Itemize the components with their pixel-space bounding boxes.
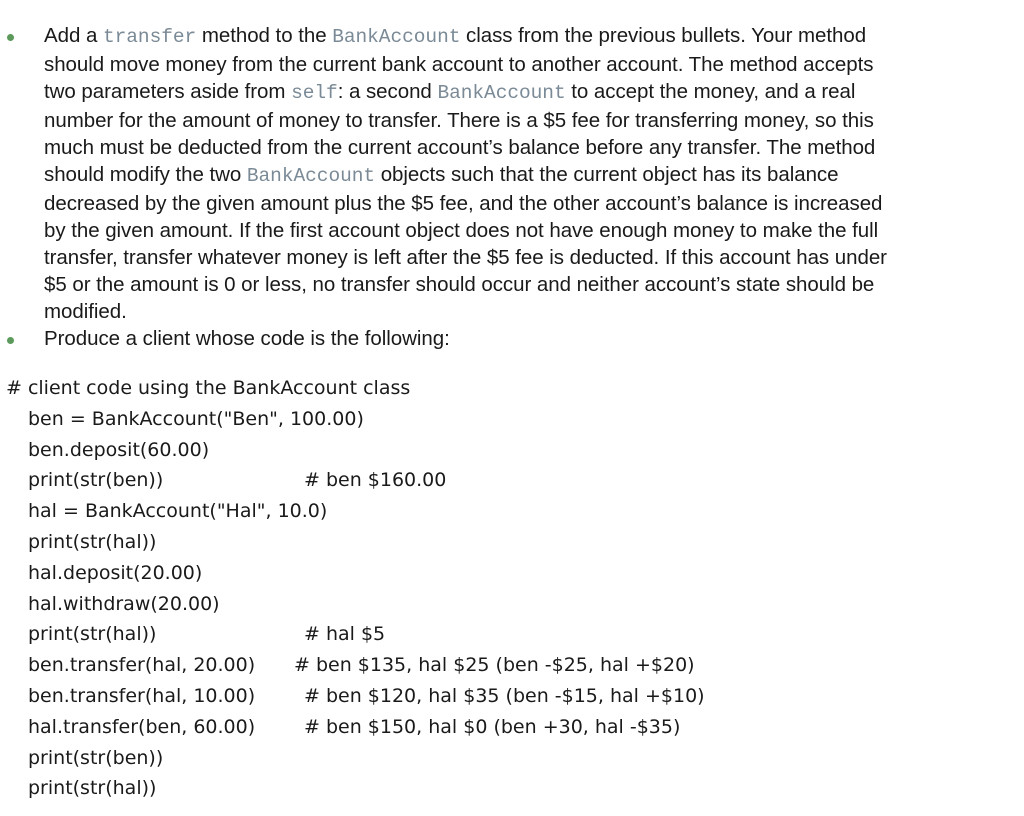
inline-code: self	[291, 82, 338, 104]
inline-code: BankAccount	[437, 82, 566, 104]
code-statement: print(str(hal))	[28, 530, 157, 553]
text-run: Add a	[44, 24, 103, 47]
paragraph-line	[44, 217, 1010, 244]
code-comment: # ben $120, hal $35 (ben -$15, hal +$10)	[304, 684, 705, 707]
code-statement: print(str(hal))	[28, 777, 157, 800]
bullet-item-2	[0, 325, 1010, 352]
inline-code: BankAccount	[332, 26, 461, 48]
code-line	[6, 619, 410, 650]
code-statement: print(str(ben))	[28, 469, 164, 492]
text-run: should move money from the current bank account to another account. The method accepts	[44, 53, 874, 76]
code-statement: hal.transfer(ben, 60.00)	[28, 715, 256, 738]
code-line	[6, 465, 447, 496]
text-run: much must be deducted from the current account’s balance before any transfer. The method	[44, 136, 876, 159]
inline-code: transfer	[102, 26, 197, 48]
code-comment: # hal $5	[304, 623, 386, 646]
code-statement: hal = BankAccount("Hal", 10.0)	[28, 500, 328, 523]
code-statement: ben.transfer(hal, 10.00)	[28, 684, 256, 707]
code-header-comment: # client code using the BankAccount class	[6, 377, 411, 399]
paragraph-line	[44, 134, 1010, 161]
paragraph-line	[44, 298, 1010, 325]
bullet-dot-icon	[7, 34, 14, 41]
code-statement: print(str(hal))	[28, 623, 157, 646]
code-line	[6, 743, 410, 774]
code-line	[6, 404, 410, 435]
bullet-2-text: Produce a client whose code is the following:	[44, 327, 450, 350]
bullet-list	[0, 22, 1010, 352]
code-line	[6, 712, 681, 743]
text-run: should modify the two	[44, 163, 247, 186]
text-run: : a second	[337, 80, 438, 103]
text-run: objects such that the current object has its balance	[375, 163, 839, 186]
code-line	[6, 496, 410, 527]
code-line	[6, 773, 410, 804]
bullet-dot-icon	[7, 337, 14, 344]
paragraph-line	[44, 22, 1010, 51]
code-line	[6, 650, 695, 681]
paragraph-line	[44, 51, 1010, 78]
text-run: decreased by the given amount plus the $5 fee, and the other account’s balance is increased	[44, 192, 883, 215]
paragraph-line	[44, 107, 1010, 134]
paragraph-line	[44, 271, 1010, 298]
code-statement: print(str(ben))	[28, 746, 164, 769]
code-comment: # ben $160.00	[304, 469, 447, 492]
code-line	[6, 435, 410, 466]
text-run: to accept the money, and a real	[565, 80, 856, 103]
code-line	[6, 681, 705, 712]
inline-code: BankAccount	[246, 165, 376, 187]
code-line	[6, 589, 410, 620]
code-statement: ben.transfer(hal, 20.00)	[28, 654, 256, 677]
paragraph-line	[44, 78, 1010, 107]
text-run: modified.	[44, 300, 127, 323]
text-run: method to the	[196, 24, 333, 47]
paragraph-line	[44, 161, 1010, 190]
text-run: $5 or the amount is 0 or less, no transfer should occur and neither account’s state should be	[44, 273, 875, 296]
text-run: class from the previous bullets. Your method	[460, 24, 867, 47]
text-run: by the given amount. If the first account object does not have enough money to make the full	[44, 219, 879, 242]
bullet-item-1	[0, 22, 1010, 325]
paragraph-line	[44, 190, 1010, 217]
client-code-block	[6, 373, 705, 804]
code-line	[6, 527, 410, 558]
text-run: number for the amount of money to transfer. There is a $5 fee for transferring money, so this	[44, 109, 874, 132]
code-comment: # ben $135, hal $25 (ben -$25, hal +$20)	[294, 654, 695, 677]
code-comment: # ben $150, hal $0 (ben +30, hal -$35)	[304, 715, 681, 738]
code-statement: ben = BankAccount("Ben", 100.00)	[28, 407, 364, 430]
text-run: transfer, transfer whatever money is left after the $5 fee is deducted. If this account has under	[44, 246, 887, 269]
paragraph-line	[44, 244, 1010, 271]
code-line	[6, 558, 410, 589]
code-statement: hal.deposit(20.00)	[28, 561, 203, 584]
code-statement: hal.withdraw(20.00)	[28, 592, 220, 615]
text-run: two parameters aside from	[44, 80, 292, 103]
code-statement: ben.deposit(60.00)	[28, 438, 210, 461]
bullet-1-text	[44, 22, 1010, 325]
